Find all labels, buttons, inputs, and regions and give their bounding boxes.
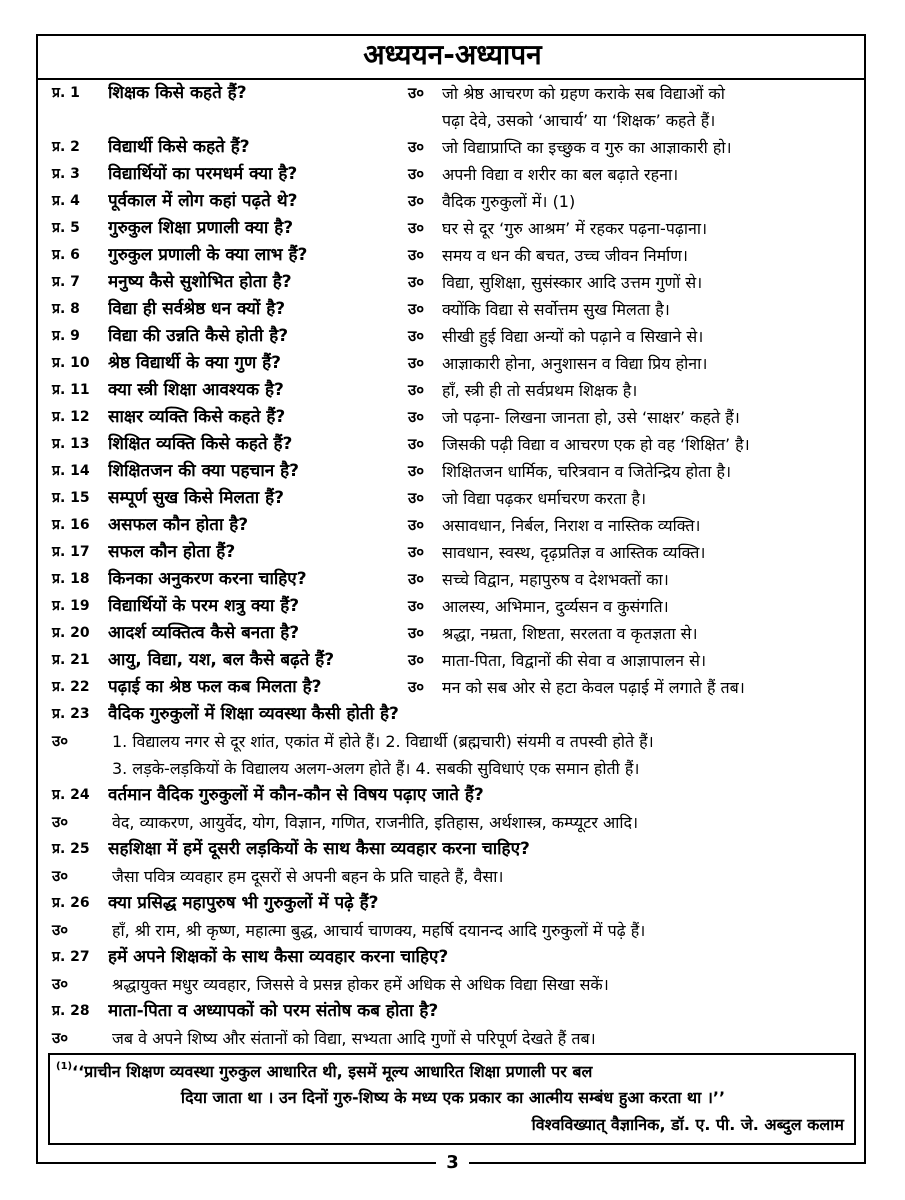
answer-marker: उ० <box>408 435 425 453</box>
long-question-row <box>0 944 905 971</box>
long-answer-row <box>0 971 905 998</box>
long-answer-row <box>0 755 905 782</box>
quote-line-2: दिया जाता था । उन दिनों गुरु-शिष्य के मध्य एक प्रकार का आत्मीय सम्बंध हुआ करता था ।’’ <box>180 1088 726 1107</box>
answer-marker: उ० <box>408 408 425 426</box>
answer-text: वेद, व्याकरण, आयुर्वेद, योग, विज्ञान, गणित, राजनीति, इतिहास, अर्थशास्त्र, कम्प्यूटर आदि। <box>112 813 639 832</box>
question-number: प्र. 9 <box>52 328 80 344</box>
answer-text: 3. लड़के-लड़कियों के विद्यालय अलग-अलग होते हैं। 4. सबकी सुविधाएं एक समान होती हैं। <box>112 759 640 778</box>
question-number: प्र. 14 <box>52 463 90 479</box>
answer-marker: उ० <box>408 624 425 642</box>
qa-row <box>0 215 905 242</box>
question-number: प्र. 2 <box>52 139 80 155</box>
question-text: आदर्श व्यक्तित्व कैसे बनता है? <box>108 623 300 643</box>
question-number: प्र. 27 <box>52 949 90 965</box>
answer-marker: उ० <box>408 489 425 507</box>
answer-text: जो पढ़ना- लिखना जानता हो, उसे ‘साक्षर’ कहते हैं। <box>442 408 740 427</box>
answer-text: समय व धन की बचत, उच्च जीवन निर्माण। <box>442 246 688 265</box>
qa-row <box>0 161 905 188</box>
question-number: प्र. 18 <box>52 571 90 587</box>
question-number: प्र. 21 <box>52 652 90 668</box>
question-text: सहशिक्षा में हमें दूसरी लड़कियों के साथ कैसा व्यवहार करना चाहिए? <box>108 839 530 859</box>
answer-marker: उ० <box>408 570 425 588</box>
qa-row <box>0 620 905 647</box>
answer-marker: उ० <box>408 678 425 696</box>
question-number: प्र. 17 <box>52 544 90 560</box>
answer-marker: उ० <box>52 732 69 750</box>
answer-marker: उ० <box>408 165 425 183</box>
question-text: विद्या ही सर्वश्रेष्ठ धन क्यों है? <box>108 299 286 319</box>
answer-text: मन को सब ओर से हटा केवल पढ़ाई में लगाते हैं तब। <box>442 678 745 697</box>
answer-text: जैसा पवित्र व्यवहार हम दूसरों से अपनी बहन के प्रति चाहते हैं, वैसा। <box>112 867 504 886</box>
answer-marker: उ० <box>408 354 425 372</box>
answer-text: सीखी हुई विद्या अन्यों को पढ़ाने व सिखाने से। <box>442 327 704 346</box>
qa-row <box>0 566 905 593</box>
footnote-marker: (1) <box>56 1061 73 1072</box>
question-text: आयु, विद्या, यश, बल कैसे बढ़ते हैं? <box>108 650 335 670</box>
question-text: शिक्षित व्यक्ति किसे कहते हैं? <box>108 434 293 454</box>
answer-marker: उ० <box>408 138 425 156</box>
quote-line-1: ‘‘प्राचीन शिक्षण व्यवस्था गुरुकुल आधारित थी, इसमें मूल्य आधारित शिक्षा प्रणाली पर बल <box>72 1062 593 1081</box>
qa-row <box>0 431 905 458</box>
question-number: प्र. 20 <box>52 625 90 641</box>
answer-marker: उ० <box>408 543 425 561</box>
question-number: प्र. 15 <box>52 490 90 506</box>
qa-row <box>0 242 905 269</box>
question-text: वैदिक गुरुकुलों में शिक्षा व्यवस्था कैसी होती है? <box>108 704 399 724</box>
question-number: प्र. 7 <box>52 274 80 290</box>
answer-text: 1. विद्यालय नगर से दूर शांत, एकांत में होते हैं। 2. विद्यार्थी (ब्रह्मचारी) संयमी व तपस्वी होते हैं। <box>112 732 654 751</box>
question-number: प्र. 11 <box>52 382 90 398</box>
qa-row <box>0 269 905 296</box>
question-text: माता-पिता व अध्यापकों को परम संतोष कब होता है? <box>108 1001 439 1021</box>
qa-row <box>0 674 905 701</box>
question-number: प्र. 23 <box>52 706 90 722</box>
answer-text: विद्या, सुशिक्षा, सुसंस्कार आदि उत्तम गुणों से। <box>442 273 703 292</box>
answer-marker: उ० <box>52 975 69 993</box>
qa-row <box>0 134 905 161</box>
question-text: मनुष्य कैसे सुशोभित होता है? <box>108 272 292 292</box>
answer-marker: उ० <box>52 813 69 831</box>
long-answer-row <box>0 809 905 836</box>
qa-row <box>0 512 905 539</box>
qa-row <box>0 377 905 404</box>
qa-row <box>0 188 905 215</box>
question-text: शिक्षितजन की क्या पहचान है? <box>108 461 299 481</box>
question-number: प्र. 24 <box>52 787 90 803</box>
question-number: प्र. 8 <box>52 301 80 317</box>
answer-text: वैदिक गुरुकुलों में। (1) <box>442 192 576 211</box>
footnote-quote-box <box>48 1053 856 1145</box>
answer-text: क्योंकि विद्या से सर्वोत्तम सुख मिलता है। <box>442 300 670 319</box>
question-number: प्र. 1 <box>52 85 80 101</box>
answer-text: श्रद्धायुक्त मधुर व्यवहार, जिससे वे प्रसन्न होकर हमें अधिक से अधिक विद्या सिखा सकें। <box>112 975 609 994</box>
question-text: विद्यार्थी किसे कहते हैं? <box>108 137 250 157</box>
question-number: प्र. 3 <box>52 166 80 182</box>
qa-row <box>0 404 905 431</box>
question-number: प्र. 28 <box>52 1003 90 1019</box>
answer-text: आलस्य, अभिमान, दुर्व्यसन व कुसंगति। <box>442 597 669 616</box>
long-question-row <box>0 836 905 863</box>
answer-marker: उ० <box>408 84 425 102</box>
question-text: गुरुकुल शिक्षा प्रणाली क्या है? <box>108 218 294 238</box>
long-answer-row <box>0 917 905 944</box>
question-text: हमें अपने शिक्षकों के साथ कैसा व्यवहार करना चाहिए? <box>108 947 449 967</box>
qa-row <box>0 485 905 512</box>
qa-row <box>0 593 905 620</box>
question-number: प्र. 12 <box>52 409 90 425</box>
answer-text: शिक्षितजन धार्मिक, चरित्रवान व जितेन्द्रिय होता है। <box>442 462 732 481</box>
long-answer-row <box>0 863 905 890</box>
answer-text: सावधान, स्वस्थ, दृढ़प्रतिज्ञ व आस्तिक व्यक्ति। <box>442 543 706 562</box>
answer-text: घर से दूर ‘गुरु आश्रम’ में रहकर पढ़ना-पढ़ाना। <box>442 219 708 238</box>
question-text: क्या प्रसिद्ध महापुरुष भी गुरुकुलों में पढ़े हैं? <box>108 893 379 913</box>
question-text: वर्तमान वैदिक गुरुकुलों में कौन-कौन से विषय पढ़ाए जाते हैं? <box>108 785 484 805</box>
answer-text: जो विद्याप्राप्ति का इच्छुक व गुरु का आज्ञाकारी हो। <box>442 138 732 157</box>
question-number: प्र. 6 <box>52 247 80 263</box>
question-text: सम्पूर्ण सुख किसे मिलता हैं? <box>108 488 284 508</box>
question-number: प्र. 10 <box>52 355 90 371</box>
answer-text: जब वे अपने शिष्य और संतानों को विद्या, सभ्यता आदि गुणों से परिपूर्ण देखते हैं तब। <box>112 1029 596 1048</box>
question-number: प्र. 4 <box>52 193 80 209</box>
qa-row <box>0 80 905 130</box>
question-text: गुरुकुल प्रणाली के क्या लाभ हैं? <box>108 245 308 265</box>
long-question-row <box>0 782 905 809</box>
answer-marker: उ० <box>408 273 425 291</box>
answer-marker: उ० <box>52 1029 69 1047</box>
quote-attribution: विश्वविख्यात् वैज्ञानिक, डॉ. ए. पी. जे. अब्दुल कलाम <box>531 1115 844 1134</box>
answer-text: जो श्रेष्ठ आचरण को ग्रहण कराके सब विद्याओं को <box>442 84 725 103</box>
question-text: पूर्वकाल में लोग कहां पढ़ते थे? <box>108 191 298 211</box>
answer-text: हाँ, स्त्री ही तो सर्वप्रथम शिक्षक है। <box>442 381 638 400</box>
answer-marker: उ० <box>52 921 69 939</box>
answer-marker: उ० <box>408 300 425 318</box>
answer-text: श्रद्धा, नम्रता, शिष्टता, सरलता व कृतज्ञता से। <box>442 624 698 643</box>
answer-text: जो विद्या पढ़कर धर्माचरण करता है। <box>442 489 647 508</box>
qa-row <box>0 296 905 323</box>
answer-marker: उ० <box>408 381 425 399</box>
question-number: प्र. 26 <box>52 895 90 911</box>
answer-text: असावधान, निर्बल, निराश व नास्तिक व्यक्ति। <box>442 516 701 535</box>
answer-marker: उ० <box>52 867 69 885</box>
answer-marker: उ० <box>408 219 425 237</box>
long-question-row <box>0 890 905 917</box>
question-text: विद्यार्थियों का परमधर्म क्या है? <box>108 164 298 184</box>
question-number: प्र. 22 <box>52 679 90 695</box>
question-text: असफल कौन होता है? <box>108 515 249 535</box>
question-number: प्र. 19 <box>52 598 90 614</box>
answer-text: हाँ, श्री राम, श्री कृष्ण, महात्मा बुद्ध, आचार्य चाणक्य, महर्षि दयानन्द आदि गुरुकुलों में पढ़े हैं। <box>112 921 646 940</box>
question-text: पढ़ाई का श्रेष्ठ फल कब मिलता है? <box>108 677 322 697</box>
qa-row <box>0 458 905 485</box>
qa-row <box>0 323 905 350</box>
question-text: शिक्षक किसे कहते हैं? <box>108 83 247 103</box>
answer-text: जिसकी पढ़ी विद्या व आचरण एक हो वह ‘शिक्षित’ है। <box>442 435 750 454</box>
question-number: प्र. 16 <box>52 517 90 533</box>
question-number: प्र. 13 <box>52 436 90 452</box>
long-question-row <box>0 701 905 728</box>
page-number: 3 <box>0 1151 905 1175</box>
answer-marker: उ० <box>408 192 425 210</box>
long-answer-row <box>0 728 905 755</box>
question-text: विद्यार्थियों के परम शत्रु क्या हैं? <box>108 596 300 616</box>
answer-text: अपनी विद्या व शरीर का बल बढ़ाते रहना। <box>442 165 679 184</box>
question-text: सफल कौन होता हैं? <box>108 542 236 562</box>
question-text: विद्या की उन्नति कैसे होती है? <box>108 326 289 346</box>
question-text: साक्षर व्यक्ति किसे कहते हैं? <box>108 407 286 427</box>
answer-text: आज्ञाकारी होना, अनुशासन व विद्या प्रिय होना। <box>442 354 708 373</box>
answer-marker: उ० <box>408 651 425 669</box>
question-text: किनका अनुकरण करना चाहिए? <box>108 569 307 589</box>
answer-text-continued: पढ़ा देवे, उसको ‘आचार्य’ या ‘शिक्षक’ कहते हैं। <box>442 111 716 130</box>
page-title: अध्ययन-अध्यापन <box>363 38 542 71</box>
answer-marker: उ० <box>408 597 425 615</box>
qa-row <box>0 350 905 377</box>
question-text: क्या स्त्री शिक्षा आवश्यक है? <box>108 380 284 400</box>
answer-marker: उ० <box>408 462 425 480</box>
long-question-row <box>0 998 905 1025</box>
qa-row <box>0 647 905 674</box>
question-number: प्र. 25 <box>52 841 90 857</box>
answer-text: माता-पिता, विद्वानों की सेवा व आज्ञापालन से। <box>442 651 707 670</box>
answer-marker: उ० <box>408 246 425 264</box>
answer-marker: उ० <box>408 516 425 534</box>
qa-row <box>0 539 905 566</box>
question-text: श्रेष्ठ विद्यार्थी के क्या गुण हैं? <box>108 353 282 373</box>
question-number: प्र. 5 <box>52 220 80 236</box>
answer-marker: उ० <box>408 327 425 345</box>
long-answer-row <box>0 1025 905 1052</box>
answer-text: सच्चे विद्वान, महापुरुष व देशभक्तों का। <box>442 570 669 589</box>
